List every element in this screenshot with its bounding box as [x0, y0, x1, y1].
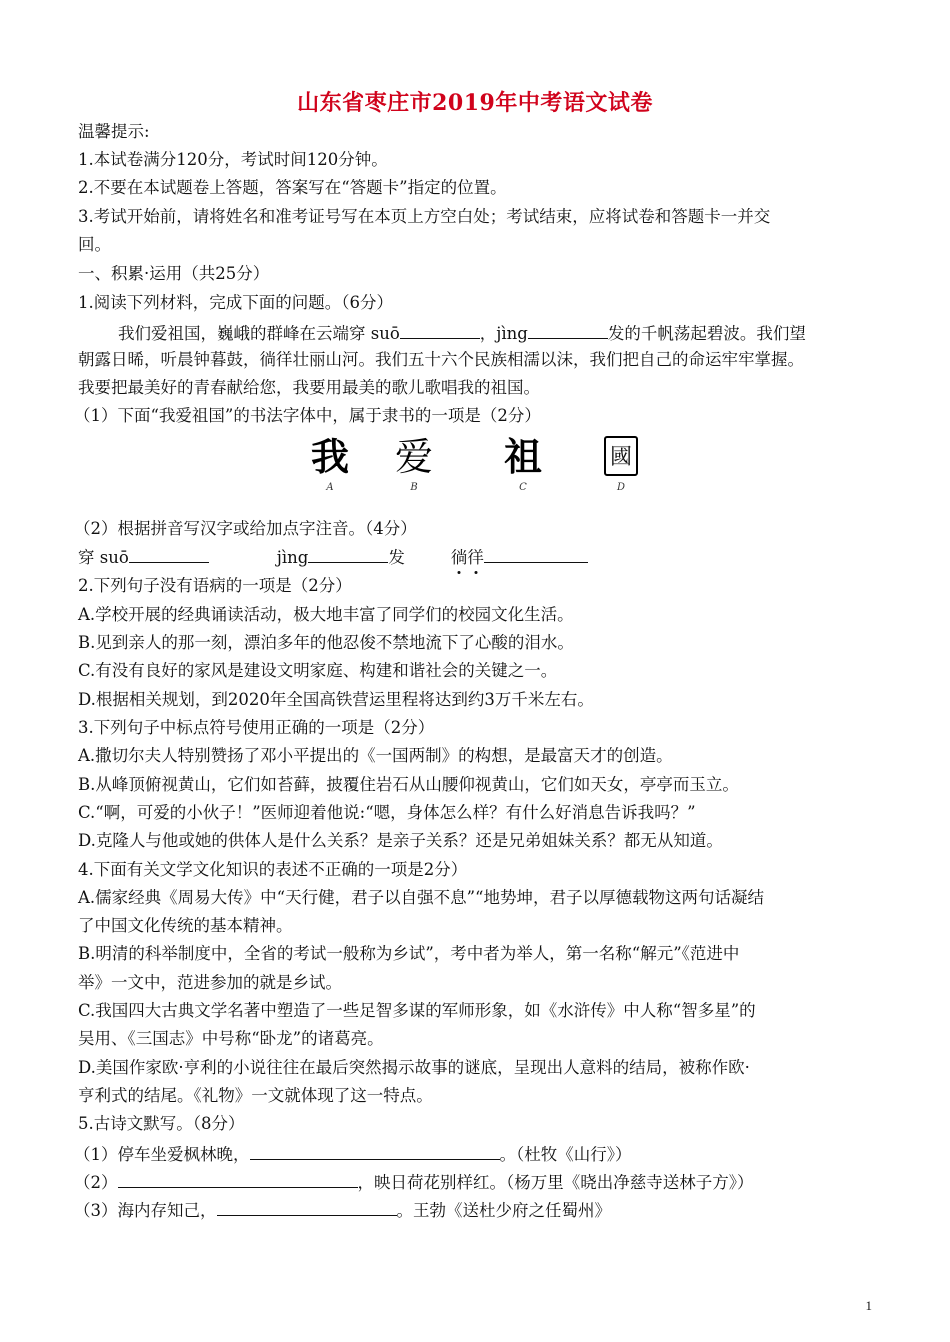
q5-line-1-prefix: （1）停车坐爱枫林晚，: [74, 1145, 250, 1164]
calligraphy-a-image: 我: [310, 435, 349, 479]
q5-line-1: [74, 1143, 632, 1165]
q1-passage-line-2: 朝露日晞，听晨钟暮鼓，徜徉壮丽山河。我们五十六个民族相濡以沫，我们把自己的命运牢牢掌握。: [78, 350, 804, 369]
section-heading: 一、积累·运用（共25分）: [78, 264, 270, 283]
blank-suo[interactable]: [400, 322, 480, 339]
q2-stem: 2.下列句子没有语病的一项是（2分）: [78, 576, 352, 595]
q3-stem: 3.下列句子中标点符号使用正确的一项是（2分）: [78, 718, 435, 737]
calligraphy-b-image: 爱: [394, 435, 433, 479]
passage-part-a: 我们爱祖国，巍峨的群峰在云端穿 suō: [118, 324, 400, 343]
page-number: 1: [865, 1298, 872, 1313]
q1-fill-line: [78, 546, 588, 568]
q4-option-b-line-2: 举》一文中，范进参加的就是乡试。: [78, 973, 342, 992]
q2-option-c: C.有没有良好的家风是建设文明家庭、构建和谐社会的关键之一。: [78, 661, 558, 680]
tip-3b: 回。: [78, 235, 111, 254]
page-title: 山东省枣庄市2019年中考语文试卷: [297, 90, 653, 116]
q3-option-c: C.“啊，可爱的小伙子！”医师迎着他说:“嗯，身体怎么样？有什么好消息告诉我吗？”: [78, 803, 696, 822]
q5-line-3: [74, 1199, 611, 1221]
q5-line-2: [74, 1171, 754, 1193]
passage-part-b: ，jìng: [479, 324, 528, 343]
option-d-label: D: [616, 482, 626, 493]
fill-b-label: jìng: [276, 548, 309, 567]
q2-option-a: A.学校开展的经典诵读活动，极大地丰富了同学们的校园文化生活。: [78, 605, 574, 624]
q5-stem: 5.古诗文默写。（8分）: [78, 1114, 245, 1133]
q1-stem: 1.阅读下列材料，完成下面的问题。（6分）: [78, 293, 393, 312]
q4-option-c-line-1: C.我国四大古典文学名著中塑造了一些足智多谋的军师形象，如《水浒传》中人称“智多星”的: [78, 1001, 756, 1020]
calligraphy-d-seal: 國: [604, 436, 638, 476]
fill-c-char-1: 徜: [450, 548, 468, 567]
calligraphy-c-image: 祖: [503, 435, 542, 479]
q2-option-d: D.根据相关规划，到2020年全国高铁营运里程将达到约3万千米左右。: [78, 690, 594, 709]
q1-passage-line-1: [118, 322, 806, 344]
fill-c-blank[interactable]: [484, 546, 588, 563]
q5-line-2-prefix: （2）: [74, 1173, 118, 1192]
q5-blank-1[interactable]: [250, 1143, 500, 1160]
q5-line-2-suffix: ，映日荷花别样红。（杨万里《晓出净慈寺送林子方》）: [357, 1173, 754, 1192]
fill-b-blank[interactable]: [308, 546, 388, 563]
q4-option-b-line-1: B.明清的科举制度中，全省的考试一般称为乡试”，考中者为举人，第一名称“解元”《范进中: [78, 944, 740, 963]
q5-line-3-prefix: （3）海内存知己，: [74, 1201, 217, 1220]
q5-line-1-suffix: 。（杜牧《山行》）: [499, 1145, 632, 1164]
q5-blank-2[interactable]: [118, 1171, 358, 1188]
q4-option-c-line-2: 吴用、《三国志》中号称“卧龙”的诸葛亮。: [78, 1029, 384, 1048]
blank-jing[interactable]: [528, 322, 608, 339]
q1-sub1: （1）下面“我爱祖国”的书法字体中，属于隶书的一项是（2分）: [74, 406, 541, 425]
option-a-label: A: [326, 482, 334, 493]
q4-option-a-line-2: 了中国文化传统的基本精神。: [78, 916, 293, 935]
q4-option-d-line-2: 亨利式的结尾。《礼物》一文就体现了这一特点。: [78, 1086, 433, 1105]
q4-stem: 4.下面有关文学文化知识的表述不正确的一项是2分）: [78, 860, 468, 879]
q3-option-d: D.克隆人与他或她的供体人是什么关系？是亲子关系？还是兄弟姐妹关系？都无从知道。: [78, 831, 723, 850]
tips-heading: 温馨提示:: [78, 122, 150, 141]
fill-a-label: 穿 suō: [78, 548, 129, 567]
tip-3a: 3.考试开始前，请将姓名和准考证号写在本页上方空白处；考试结束，应将试卷和答题卡一并交: [78, 207, 771, 226]
tip-2: 2.不要在本试题卷上答题，答案写在“答题卡”指定的位置。: [78, 178, 507, 197]
option-b-label: B: [410, 482, 418, 493]
q2-option-b: B.见到亲人的那一刻，漂泊多年的他忍俊不禁地流下了心酸的泪水。: [78, 633, 574, 652]
q4-option-a-line-1: A.儒家经典《周易大传》中“天行健，君子以自强不息”“地势坤，君子以厚德载物这两句话凝结: [78, 888, 764, 907]
q3-option-b: B.从峰顶俯视黄山，它们如苔藓，披覆住岩石从山腰仰视黄山，它们如天女，亭亭而玉立。: [78, 775, 739, 794]
q1-passage-line-3: 我要把最美好的青春献给您，我要用最美的歌儿歌唱我的祖国。: [78, 378, 540, 397]
q5-blank-3[interactable]: [217, 1199, 397, 1216]
fill-b-suffix: 发: [388, 548, 405, 567]
q4-option-d-line-1: D.美国作家欧·亨利的小说往往在最后突然揭示故事的谜底，呈现出人意料的结局，被称作欧·: [78, 1058, 750, 1077]
calligraphy-options: [300, 432, 650, 492]
q3-option-a: A.撒切尔夫人特别赞扬了邓小平提出的《一国两制》的构想，是最富天才的创造。: [78, 746, 673, 765]
q5-line-3-suffix: 。王勃《送杜少府之任蜀州》: [396, 1201, 611, 1220]
option-c-label: C: [519, 482, 527, 493]
fill-a-blank[interactable]: [129, 546, 209, 563]
fill-c-char-2: 徉: [467, 548, 484, 567]
tip-1: 1.本试卷满分120分，考试时间120分钟。: [78, 150, 388, 169]
q1-sub2: （2）根据拼音写汉字或给加点字注音。（4分）: [74, 519, 417, 538]
passage-part-c: 发的千帆荡起碧波。我们望: [607, 324, 806, 343]
